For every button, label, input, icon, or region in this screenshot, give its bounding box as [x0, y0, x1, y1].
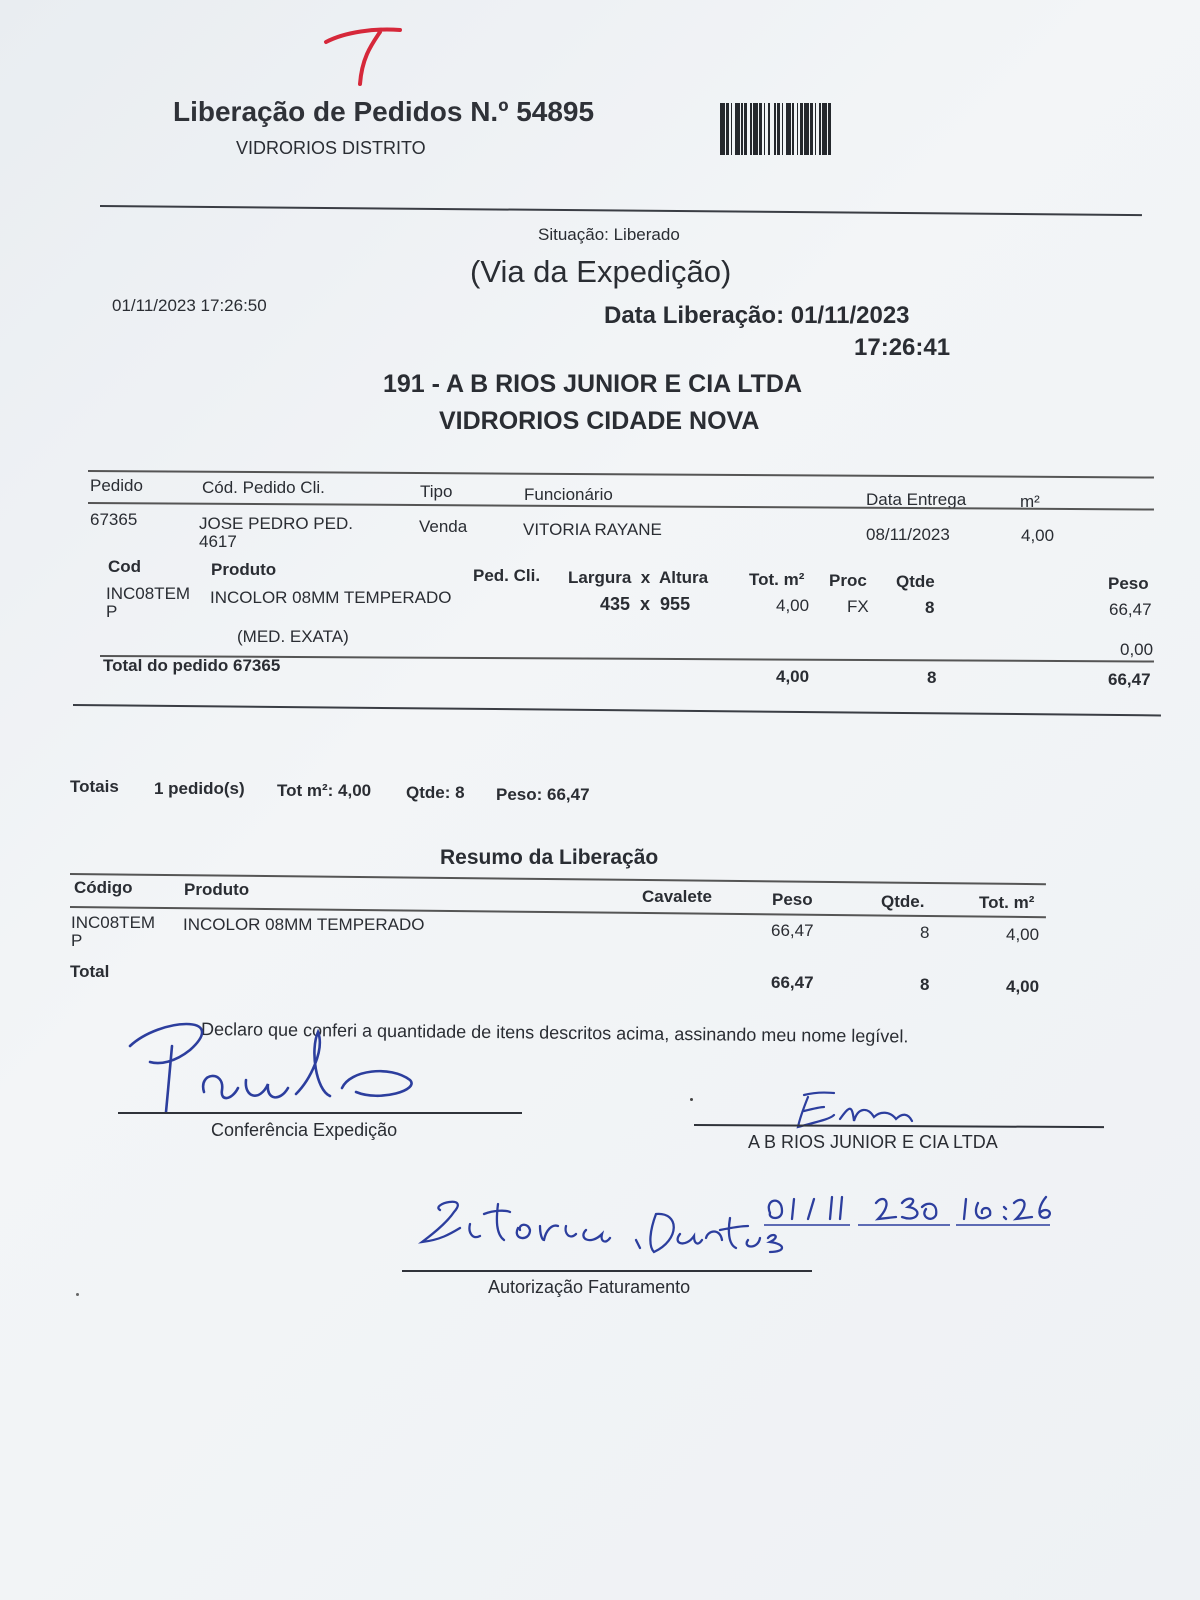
item-note: (MED. EXATA): [237, 627, 349, 646]
order-total-peso: 66,47: [1108, 670, 1151, 689]
client-store: VIDRORIOS CIDADE NOVA: [439, 407, 760, 435]
item-col-ped-cli: Ped. Cli.: [473, 566, 541, 585]
col-pedido: Pedido: [90, 476, 143, 495]
signature-label-company: A B RIOS JUNIOR E CIA LTDA: [748, 1132, 998, 1152]
col-data-entrega: Data Entrega: [866, 490, 967, 509]
release-date: Data Liberação: 01/11/2023: [604, 302, 910, 329]
summary-total-qtde: 8: [920, 975, 930, 994]
summary-code-2: P: [71, 931, 83, 950]
item-code-2: P: [106, 602, 118, 621]
summary-col-produto: Produto: [184, 880, 250, 899]
summary-qtde: 8: [920, 923, 930, 942]
order-total-m2: 4,00: [776, 667, 810, 686]
summary-col-peso: Peso: [772, 890, 813, 909]
item-col-tot-m2: Tot. m²: [749, 570, 805, 589]
item-col-produto: Produto: [211, 560, 277, 579]
totals-label: Totais: [70, 777, 119, 796]
summary-total-peso: 66,47: [771, 973, 814, 992]
summary-title: Resumo da Liberação: [440, 846, 659, 869]
order-total-qtde: 8: [927, 668, 937, 687]
summary-total-label: Total: [70, 962, 110, 981]
item-product: INCOLOR 08MM TEMPERADO: [210, 588, 452, 607]
dust-speck: [690, 1098, 693, 1101]
signature-label-autorizacao: Autorização Faturamento: [488, 1277, 691, 1297]
col-cod-pedido-cli: Cód. Pedido Cli.: [202, 478, 325, 497]
summary-col-cavalete: Cavalete: [642, 887, 712, 906]
declaration-text: Declaro que conferi a quantidade de itens descritos acima, assinando meu nome legível.: [200, 1019, 909, 1047]
document-title: Liberação de Pedidos N.º 54895: [173, 96, 595, 127]
col-funcionario: Funcionário: [524, 485, 613, 504]
summary-total-tot-m2: 4,00: [1006, 977, 1040, 996]
item-qtde: 8: [925, 598, 935, 617]
item-col-peso: Peso: [1108, 574, 1149, 593]
signature-line-conferencia: [118, 1112, 522, 1114]
summary-tot-m2: 4,00: [1006, 925, 1040, 944]
col-m2: m²: [1020, 492, 1040, 511]
dust-speck: [76, 1293, 79, 1296]
totals-orders: 1 pedido(s): [154, 779, 245, 798]
summary-col-tot-m2: Tot. m²: [979, 893, 1035, 912]
employee-name: VITORIA RAYANE: [523, 520, 662, 539]
order-number: 67365: [90, 510, 138, 529]
company-name: VIDRORIOS DISTRITO: [236, 138, 426, 158]
totals-qtde: Qtde: 8: [406, 783, 465, 802]
item-code-1: INC08TEM: [106, 584, 191, 603]
handwritten-date: [760, 1185, 1060, 1235]
item-col-dimensions: Largura x Altura: [568, 568, 709, 587]
situation-text: Situação: Liberado: [538, 225, 680, 244]
summary-col-qtde: Qtde.: [881, 892, 925, 911]
item-peso: 66,47: [1109, 600, 1152, 619]
signature-elen: [790, 1085, 930, 1135]
item-tot-m2: 4,00: [776, 596, 810, 615]
client-name: 191 - A B RIOS JUNIOR E CIA LTDA: [383, 370, 803, 398]
summary-col-codigo: Código: [74, 878, 133, 897]
totals-peso: Peso: 66,47: [496, 785, 590, 804]
barcode-bar: [831, 103, 833, 155]
print-datetime: 01/11/2023 17:26:50: [112, 296, 267, 315]
item-col-qtde: Qtde: [896, 572, 935, 591]
client-order-code-1: JOSE PEDRO PED.: [199, 514, 353, 533]
signature-vitoria-dantas: [410, 1190, 800, 1270]
client-order-code-2: 4617: [199, 532, 237, 551]
red-marker-handwriting: [320, 22, 410, 92]
release-time: 17:26:41: [854, 334, 951, 361]
item-col-proc: Proc: [829, 571, 867, 590]
col-tipo: Tipo: [420, 482, 453, 501]
summary-product: INCOLOR 08MM TEMPERADO: [183, 915, 425, 934]
via-label: (Via da Expedição): [470, 254, 732, 289]
barcode-image: [720, 103, 902, 155]
signature-label-conferencia: Conferência Expedição: [211, 1120, 398, 1140]
totals-m2: Tot m²: 4,00: [277, 781, 372, 800]
order-type: Venda: [419, 517, 468, 536]
item-col-cod: Cod: [108, 557, 142, 576]
summary-peso: 66,47: [771, 921, 814, 940]
delivery-date: 08/11/2023: [866, 525, 950, 544]
item-peso-extra: 0,00: [1120, 640, 1154, 659]
order-table-header-line: [88, 502, 1154, 510]
items-bottom-divider: [73, 704, 1161, 716]
order-m2: 4,00: [1021, 526, 1055, 545]
summary-code-1: INC08TEM: [71, 913, 156, 932]
order-table-top-line: [88, 470, 1154, 478]
item-proc: FX: [847, 597, 869, 616]
header-divider: [100, 205, 1142, 216]
signature-paulo: [120, 1010, 440, 1120]
item-dimensions: 435 x 955: [600, 594, 691, 614]
signature-line-autorizacao: [402, 1270, 812, 1272]
order-total-label: Total do pedido 67365: [103, 656, 281, 675]
